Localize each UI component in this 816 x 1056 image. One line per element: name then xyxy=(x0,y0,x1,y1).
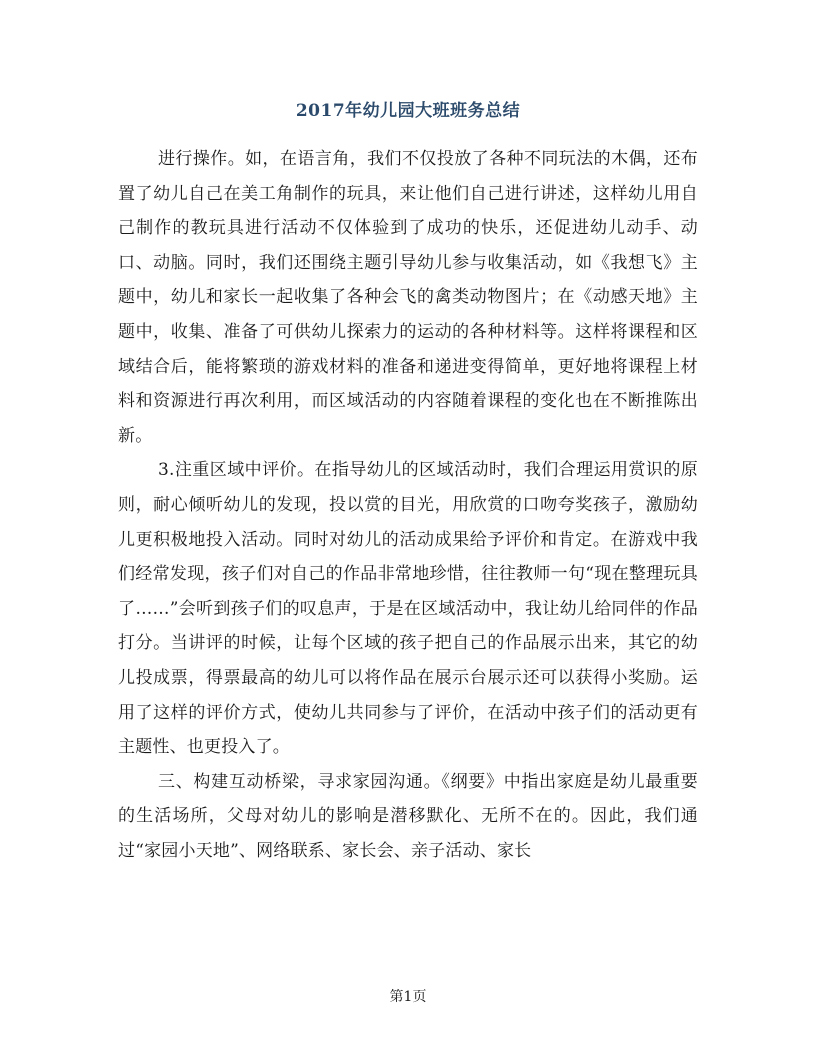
document-title: 2017年幼儿园大班班务总结 xyxy=(295,101,521,121)
paragraph-2: 3.注重区域中评价。在指导幼儿的区域活动时，我们合理运用赏识的原则，耐心倾听幼儿的发现，投以赏的目光，用欣赏的口吻夸奖孩子，激励幼儿更积极地投入活动。同时对幼儿的活动成果给予评价和肯定。在游戏中我们经常发现，孩子们对自己的作品非常地珍惜，往往教师一句“现在整理玩具了……”会听到孩子们的叹息声，于是在区域活动中，我让幼儿给同伴的作品打分。当讲评的时候，让每个区域的孩子把自己的作品展示出来，其它的幼儿投成票，得票最高的幼儿可以将作品在展示台展示还可以获得小奖励。运用了这样的评价方式，使幼儿共同参与了评价，在活动中孩子们的活动更有主题性、也更投入了。 xyxy=(118,460,698,758)
page-number: 第1页 xyxy=(389,989,427,1005)
paragraph-1: 进行操作。如，在语言角，我们不仅投放了各种不同玩法的木偶，还布置了幼儿自己在美工角制作的玩具，来让他们自己进行讲述，这样幼儿用自己制作的教玩具进行活动不仅体验到了成功的快乐，还促进幼儿动手、动口、动脑。同时，我们还围绕主题引导幼儿参与收集活动，如《我想飞》主题中，幼儿和家长一起收集了各种会飞的禽类动物图片；在《动感天地》主题中，收集、准备了可供幼儿探索力的运动的各种材料等。这样将课程和区域结合后，能将繁琐的游戏材料的准备和递进变得简单，更好地将课程上材料和资源进行再次利用，而区域活动的内容随着课程的变化也在不断推陈出新。 xyxy=(118,149,698,446)
document-body xyxy=(118,142,698,868)
paragraph-3: 三、构建互动桥梁，寻求家园沟通。《纲要》中指出家庭是幼儿最重要的生活场所，父母对幼儿的影响是潜移默化、无所不在的。因此，我们通过“家园小天地”、网络联系、家长会、亲子活动、家长 xyxy=(118,771,698,861)
